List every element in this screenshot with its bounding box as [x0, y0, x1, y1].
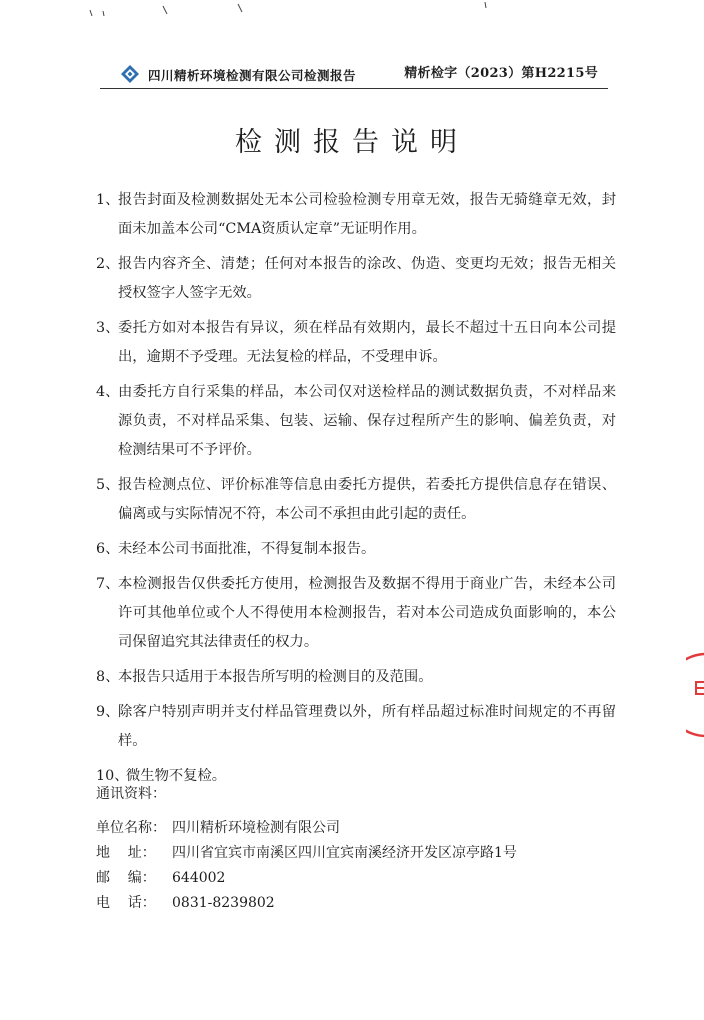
- report-number: 精析检字（2023）第H2215号: [404, 66, 598, 81]
- item-text: 本检测报告仅供委托方使用，检测报告及数据不得用于商业广告，未经本公司许可其他单位或个人不得使用本检测报告，若对本公司造成负面影响的，本公司保留追究其法律责任的权力。: [118, 576, 616, 650]
- item-text: 本报告只适用于本报告所写明的检测目的及范围。: [118, 669, 433, 685]
- contact-value: 四川精析环境检测有限公司: [172, 820, 340, 836]
- contact-label: 单位名称：: [96, 820, 166, 836]
- contact-value: 四川省宜宾市南溪区四川宜宾南溪经济开发区凉亭路1号: [172, 845, 517, 861]
- list-item: [96, 570, 616, 657]
- list-item: [96, 314, 616, 372]
- list-item: [96, 663, 616, 692]
- contact-row-company: [96, 816, 616, 841]
- contact-label: 邮 编：: [96, 870, 156, 886]
- contact-info: [96, 782, 616, 916]
- contact-value: 0831-8239802: [172, 895, 275, 911]
- contact-label: 地 址：: [96, 845, 156, 861]
- list-item: [96, 535, 616, 564]
- item-text: 报告内容齐全、清楚；任何对本报告的涂改、伪造、变更均无效；报告无相关授权签字人签字无效。: [118, 256, 616, 301]
- list-item: [96, 378, 616, 465]
- scan-noise-marks: [85, 2, 505, 18]
- page-title: 检测报告说明: [235, 127, 469, 158]
- list-item: [96, 250, 616, 308]
- item-text: 微生物不复检。: [126, 768, 227, 784]
- header-company-name: 四川精析环境检测有限公司检测报告: [148, 68, 357, 83]
- item-number: 3、: [96, 320, 120, 336]
- item-text: 委托方如对本报告有异议，须在样品有效期内，最长不超过十五日向本公司提出，逾期不予受理。无法复检的样品，不受理申诉。: [118, 320, 616, 365]
- item-text: 报告封面及检测数据处无本公司检验检测专用章无效，报告无骑缝章无效，封面未加盖本公司“CMA资质认定章”无证明作用。: [118, 192, 616, 237]
- report-header: [100, 52, 608, 89]
- notes-list: [96, 186, 616, 797]
- contact-row-postcode: [96, 866, 616, 891]
- item-text: 由委托方自行采集的样品，本公司仅对送检样品的测试数据负责，不对样品来源负责，不对样品采集、包装、运输、保存过程所产生的影响、偏差负责，对检测结果可不予评价。: [118, 384, 616, 458]
- item-number: 4、: [96, 384, 120, 400]
- item-number: 1、: [96, 192, 120, 208]
- contact-row-address: [96, 841, 616, 866]
- list-item: [96, 186, 616, 244]
- company-logo-icon: [120, 64, 140, 84]
- item-text: 除客户特别声明并支付样品管理费以外，所有样品超过标准时间规定的不再留样。: [118, 704, 616, 749]
- contact-label: 电 话：: [96, 895, 156, 911]
- contact-row-phone: [96, 891, 616, 916]
- item-number: 8、: [96, 669, 120, 685]
- item-number: 2、: [96, 256, 120, 272]
- item-number: 5、: [96, 477, 120, 493]
- red-seal-edge: [686, 650, 704, 740]
- item-number: 10、: [96, 768, 129, 784]
- list-item: [96, 698, 616, 756]
- contact-value: 644002: [172, 870, 226, 886]
- item-text: 未经本公司书面批准，不得复制本报告。: [118, 541, 376, 557]
- item-number: 6、: [96, 541, 120, 557]
- item-text: 报告检测点位、评价标准等信息由委托方提供，若委托方提供信息存在错误、偏离或与实际情况不符，本公司不承担由此引起的责任。: [118, 477, 616, 522]
- list-item: [96, 471, 616, 529]
- item-number: 7、: [96, 576, 120, 592]
- item-number: 9、: [96, 704, 120, 720]
- contact-heading: 通讯资料：: [96, 786, 166, 802]
